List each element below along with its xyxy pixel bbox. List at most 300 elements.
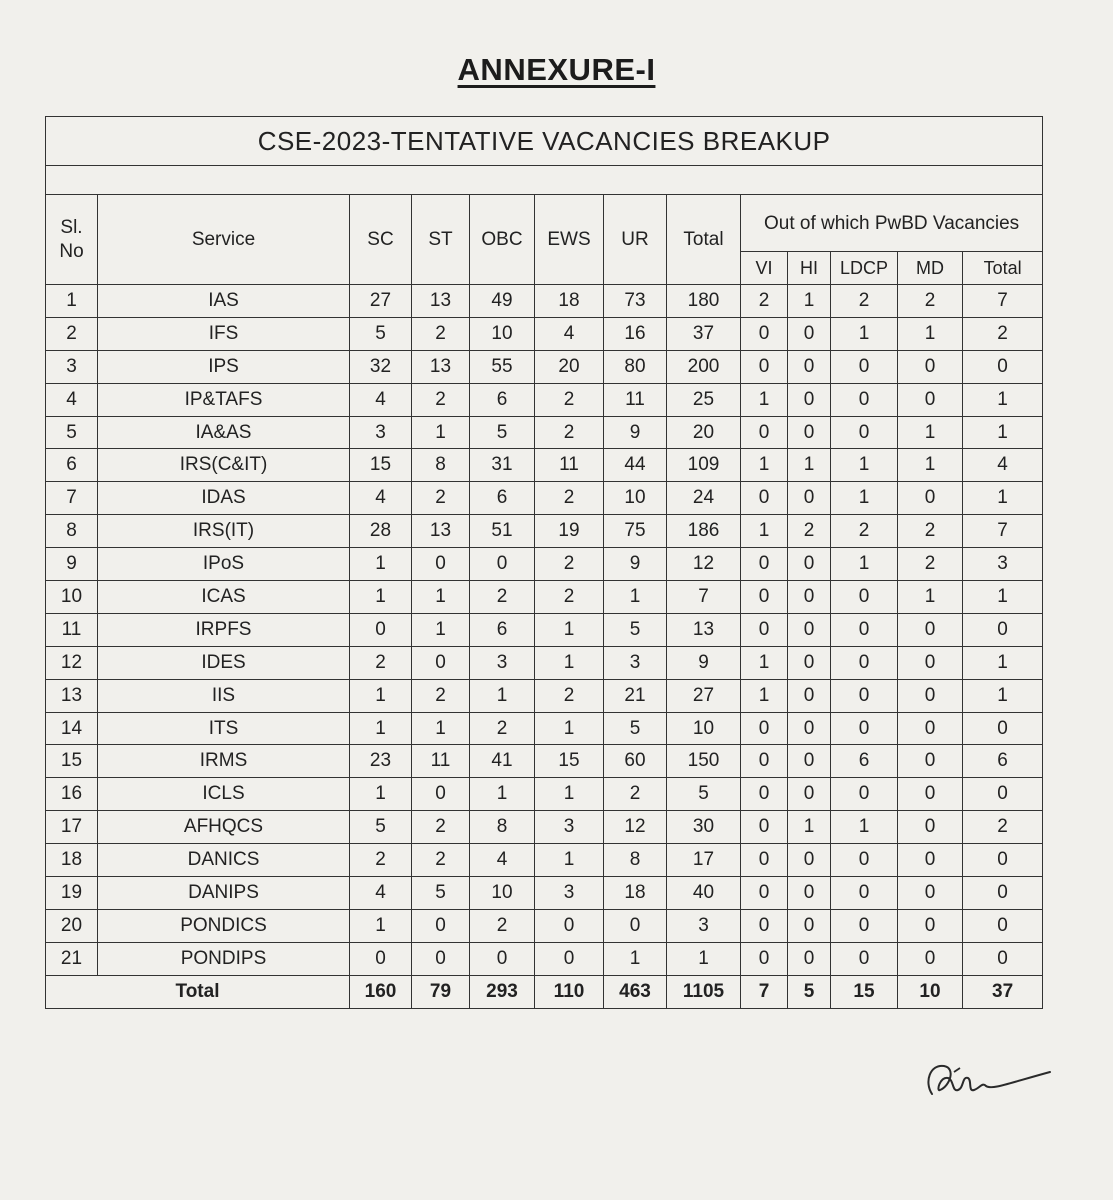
table-row: [46, 449, 1043, 482]
cell-hi: 0: [788, 745, 831, 778]
cell-obc: 0: [470, 548, 535, 581]
cell-st: 2: [412, 811, 470, 844]
cell-sc: 5: [350, 317, 412, 350]
cell-hi: 0: [788, 350, 831, 383]
total-ews: 110: [535, 975, 604, 1008]
cell-st: 2: [412, 679, 470, 712]
total-ldcp: 15: [831, 975, 898, 1008]
cell-ews: 2: [535, 548, 604, 581]
table-row: [46, 844, 1043, 877]
table-row: [46, 877, 1043, 910]
header-pwbd-total: Total: [963, 252, 1043, 285]
cell-st: 13: [412, 515, 470, 548]
cell-service: IIS: [98, 679, 350, 712]
cell-pwbd-total: 0: [963, 909, 1043, 942]
cell-total: 186: [667, 515, 741, 548]
cell-ur: 60: [604, 745, 667, 778]
cell-ur: 16: [604, 317, 667, 350]
cell-obc: 4: [470, 844, 535, 877]
cell-service: IDAS: [98, 482, 350, 515]
cell-ur: 3: [604, 646, 667, 679]
cell-service: IP&TAFS: [98, 383, 350, 416]
table-row: [46, 350, 1043, 383]
cell-ews: 0: [535, 942, 604, 975]
cell-service: ITS: [98, 712, 350, 745]
cell-hi: 0: [788, 317, 831, 350]
cell-ldcp: 2: [831, 515, 898, 548]
cell-total: 17: [667, 844, 741, 877]
cell-pwbd-total: 0: [963, 778, 1043, 811]
cell-vi: 0: [741, 909, 788, 942]
cell-pwbd-total: 0: [963, 844, 1043, 877]
total-row: [46, 975, 1043, 1008]
table-row: [46, 942, 1043, 975]
cell-pwbd-total: 7: [963, 285, 1043, 318]
table-row: [46, 811, 1043, 844]
header-md: MD: [898, 252, 963, 285]
cell-st: 2: [412, 844, 470, 877]
cell-sl-no: 21: [46, 942, 98, 975]
annexure-title: ANNEXURE-I: [457, 52, 656, 87]
cell-vi: 0: [741, 778, 788, 811]
cell-obc: 2: [470, 581, 535, 614]
cell-sc: 2: [350, 844, 412, 877]
cell-total: 109: [667, 449, 741, 482]
cell-hi: 0: [788, 844, 831, 877]
cell-ur: 2: [604, 778, 667, 811]
table-row: [46, 646, 1043, 679]
table-row: [46, 909, 1043, 942]
cell-service: IRPFS: [98, 613, 350, 646]
annexure-heading: [0, 52, 1113, 88]
table-row: [46, 581, 1043, 614]
cell-hi: 0: [788, 416, 831, 449]
cell-ldcp: 2: [831, 285, 898, 318]
cell-total: 40: [667, 877, 741, 910]
cell-ews: 1: [535, 844, 604, 877]
cell-service: IRS(IT): [98, 515, 350, 548]
cell-vi: 0: [741, 416, 788, 449]
cell-sl-no: 18: [46, 844, 98, 877]
cell-md: 0: [898, 745, 963, 778]
cell-vi: 0: [741, 942, 788, 975]
cell-ur: 1: [604, 942, 667, 975]
cell-ldcp: 0: [831, 877, 898, 910]
cell-sl-no: 9: [46, 548, 98, 581]
cell-obc: 2: [470, 909, 535, 942]
cell-sl-no: 4: [46, 383, 98, 416]
cell-md: 1: [898, 581, 963, 614]
cell-total: 25: [667, 383, 741, 416]
cell-vi: 0: [741, 811, 788, 844]
cell-sl-no: 3: [46, 350, 98, 383]
vacancies-table: [45, 116, 1043, 1009]
cell-total: 10: [667, 712, 741, 745]
cell-hi: 0: [788, 778, 831, 811]
cell-pwbd-total: 6: [963, 745, 1043, 778]
cell-vi: 0: [741, 745, 788, 778]
cell-ews: 20: [535, 350, 604, 383]
cell-ur: 8: [604, 844, 667, 877]
cell-obc: 2: [470, 712, 535, 745]
cell-ldcp: 1: [831, 811, 898, 844]
cell-ldcp: 0: [831, 942, 898, 975]
cell-obc: 41: [470, 745, 535, 778]
cell-pwbd-total: 0: [963, 877, 1043, 910]
cell-vi: 1: [741, 646, 788, 679]
cell-service: IPoS: [98, 548, 350, 581]
header-hi: HI: [788, 252, 831, 285]
cell-ews: 3: [535, 811, 604, 844]
cell-ews: 1: [535, 712, 604, 745]
cell-total: 30: [667, 811, 741, 844]
cell-ldcp: 1: [831, 548, 898, 581]
cell-md: 0: [898, 383, 963, 416]
cell-pwbd-total: 0: [963, 613, 1043, 646]
cell-service: IAS: [98, 285, 350, 318]
cell-ur: 21: [604, 679, 667, 712]
cell-sl-no: 13: [46, 679, 98, 712]
cell-ews: 0: [535, 909, 604, 942]
cell-md: 1: [898, 317, 963, 350]
cell-service: IRMS: [98, 745, 350, 778]
cell-pwbd-total: 2: [963, 811, 1043, 844]
cell-md: 0: [898, 778, 963, 811]
cell-sc: 1: [350, 712, 412, 745]
cell-ur: 1: [604, 581, 667, 614]
cell-total: 3: [667, 909, 741, 942]
cell-sl-no: 7: [46, 482, 98, 515]
cell-obc: 10: [470, 317, 535, 350]
cell-total: 24: [667, 482, 741, 515]
cell-st: 8: [412, 449, 470, 482]
cell-ews: 1: [535, 613, 604, 646]
cell-sc: 28: [350, 515, 412, 548]
cell-st: 5: [412, 877, 470, 910]
cell-service: IRS(C&IT): [98, 449, 350, 482]
cell-sc: 32: [350, 350, 412, 383]
cell-ews: 2: [535, 416, 604, 449]
cell-st: 2: [412, 482, 470, 515]
cell-vi: 0: [741, 350, 788, 383]
cell-ur: 75: [604, 515, 667, 548]
table-row: [46, 613, 1043, 646]
table-row: [46, 712, 1043, 745]
cell-total: 180: [667, 285, 741, 318]
cell-ews: 19: [535, 515, 604, 548]
cell-vi: 0: [741, 712, 788, 745]
cell-ur: 10: [604, 482, 667, 515]
cell-sc: 1: [350, 778, 412, 811]
cell-total: 27: [667, 679, 741, 712]
cell-ldcp: 0: [831, 679, 898, 712]
table-row: [46, 679, 1043, 712]
cell-ur: 18: [604, 877, 667, 910]
table-row: [46, 548, 1043, 581]
cell-ldcp: 0: [831, 844, 898, 877]
cell-sc: 4: [350, 383, 412, 416]
cell-obc: 1: [470, 679, 535, 712]
cell-obc: 49: [470, 285, 535, 318]
cell-pwbd-total: 0: [963, 712, 1043, 745]
table-row: [46, 515, 1043, 548]
cell-total: 150: [667, 745, 741, 778]
cell-obc: 31: [470, 449, 535, 482]
total-label: Total: [46, 975, 350, 1008]
blank-spacer-row: [46, 166, 1043, 195]
cell-ews: 2: [535, 383, 604, 416]
cell-hi: 0: [788, 679, 831, 712]
cell-ur: 0: [604, 909, 667, 942]
cell-sl-no: 1: [46, 285, 98, 318]
cell-sl-no: 8: [46, 515, 98, 548]
cell-sc: 2: [350, 646, 412, 679]
cell-obc: 6: [470, 383, 535, 416]
cell-pwbd-total: 4: [963, 449, 1043, 482]
cell-ur: 9: [604, 548, 667, 581]
cell-ldcp: 0: [831, 646, 898, 679]
cell-obc: 55: [470, 350, 535, 383]
cell-ur: 5: [604, 712, 667, 745]
header-ldcp: LDCP: [831, 252, 898, 285]
cell-obc: 51: [470, 515, 535, 548]
cell-ur: 12: [604, 811, 667, 844]
cell-hi: 1: [788, 285, 831, 318]
table-row: [46, 317, 1043, 350]
cell-md: 0: [898, 877, 963, 910]
cell-ur: 9: [604, 416, 667, 449]
cell-st: 0: [412, 548, 470, 581]
header-sl-no: Sl. No: [46, 195, 98, 285]
cell-md: 0: [898, 844, 963, 877]
header-pwbd-group: Out of which PwBD Vacancies: [741, 195, 1043, 252]
cell-sl-no: 19: [46, 877, 98, 910]
header-sc: SC: [350, 195, 412, 285]
cell-sl-no: 14: [46, 712, 98, 745]
cell-ews: 11: [535, 449, 604, 482]
cell-sc: 4: [350, 877, 412, 910]
cell-hi: 0: [788, 383, 831, 416]
cell-pwbd-total: 1: [963, 646, 1043, 679]
cell-sc: 5: [350, 811, 412, 844]
cell-total: 1: [667, 942, 741, 975]
signature-icon: [910, 1052, 1070, 1112]
cell-ur: 44: [604, 449, 667, 482]
cell-sc: 1: [350, 581, 412, 614]
cell-ur: 73: [604, 285, 667, 318]
table-row: [46, 745, 1043, 778]
cell-vi: 0: [741, 482, 788, 515]
table-title: CSE-2023-TENTATIVE VACANCIES BREAKUP: [46, 117, 1043, 166]
header-ur: UR: [604, 195, 667, 285]
cell-sc: 0: [350, 613, 412, 646]
cell-service: IFS: [98, 317, 350, 350]
cell-sl-no: 5: [46, 416, 98, 449]
cell-ldcp: 1: [831, 317, 898, 350]
cell-obc: 6: [470, 613, 535, 646]
cell-st: 1: [412, 581, 470, 614]
header-service: Service: [98, 195, 350, 285]
cell-vi: 0: [741, 844, 788, 877]
cell-ldcp: 1: [831, 449, 898, 482]
header-obc: OBC: [470, 195, 535, 285]
cell-md: 0: [898, 482, 963, 515]
cell-hi: 0: [788, 909, 831, 942]
cell-total: 20: [667, 416, 741, 449]
cell-st: 0: [412, 942, 470, 975]
cell-md: 1: [898, 449, 963, 482]
cell-ldcp: 0: [831, 383, 898, 416]
cell-md: 0: [898, 712, 963, 745]
cell-hi: 0: [788, 482, 831, 515]
table-row: [46, 416, 1043, 449]
cell-sl-no: 17: [46, 811, 98, 844]
cell-ldcp: 0: [831, 909, 898, 942]
cell-obc: 3: [470, 646, 535, 679]
table-row: [46, 285, 1043, 318]
cell-pwbd-total: 1: [963, 383, 1043, 416]
cell-vi: 0: [741, 548, 788, 581]
cell-pwbd-total: 1: [963, 679, 1043, 712]
cell-st: 0: [412, 909, 470, 942]
cell-hi: 0: [788, 712, 831, 745]
cell-sc: 23: [350, 745, 412, 778]
cell-md: 2: [898, 548, 963, 581]
cell-ldcp: 0: [831, 613, 898, 646]
cell-st: 13: [412, 285, 470, 318]
cell-sl-no: 15: [46, 745, 98, 778]
cell-service: DANIPS: [98, 877, 350, 910]
total-ur: 463: [604, 975, 667, 1008]
cell-obc: 1: [470, 778, 535, 811]
cell-st: 2: [412, 317, 470, 350]
total-pwbd-total: 37: [963, 975, 1043, 1008]
cell-sc: 4: [350, 482, 412, 515]
cell-vi: 0: [741, 581, 788, 614]
cell-ews: 2: [535, 482, 604, 515]
cell-ews: 2: [535, 581, 604, 614]
cell-st: 0: [412, 646, 470, 679]
cell-ldcp: 6: [831, 745, 898, 778]
cell-pwbd-total: 0: [963, 942, 1043, 975]
cell-sc: 1: [350, 909, 412, 942]
cell-md: 0: [898, 942, 963, 975]
cell-ews: 15: [535, 745, 604, 778]
cell-sl-no: 20: [46, 909, 98, 942]
cell-md: 0: [898, 646, 963, 679]
total-hi: 5: [788, 975, 831, 1008]
cell-vi: 1: [741, 383, 788, 416]
cell-total: 12: [667, 548, 741, 581]
cell-pwbd-total: 0: [963, 350, 1043, 383]
cell-st: 0: [412, 778, 470, 811]
cell-md: 0: [898, 909, 963, 942]
cell-hi: 0: [788, 613, 831, 646]
cell-service: IA&AS: [98, 416, 350, 449]
total-vi: 7: [741, 975, 788, 1008]
cell-service: IDES: [98, 646, 350, 679]
cell-md: 2: [898, 285, 963, 318]
cell-vi: 0: [741, 877, 788, 910]
cell-pwbd-total: 1: [963, 482, 1043, 515]
cell-md: 2: [898, 515, 963, 548]
cell-ews: 1: [535, 646, 604, 679]
total-total: 1105: [667, 975, 741, 1008]
cell-ews: 3: [535, 877, 604, 910]
cell-service: PONDICS: [98, 909, 350, 942]
cell-service: AFHQCS: [98, 811, 350, 844]
cell-st: 1: [412, 613, 470, 646]
cell-service: ICLS: [98, 778, 350, 811]
cell-hi: 2: [788, 515, 831, 548]
cell-md: 0: [898, 350, 963, 383]
cell-sl-no: 10: [46, 581, 98, 614]
cell-hi: 0: [788, 942, 831, 975]
cell-sl-no: 11: [46, 613, 98, 646]
cell-service: DANICS: [98, 844, 350, 877]
cell-sc: 1: [350, 548, 412, 581]
cell-vi: 0: [741, 613, 788, 646]
cell-st: 1: [412, 712, 470, 745]
cell-ldcp: 0: [831, 416, 898, 449]
cell-pwbd-total: 3: [963, 548, 1043, 581]
cell-total: 5: [667, 778, 741, 811]
cell-total: 13: [667, 613, 741, 646]
cell-sc: 3: [350, 416, 412, 449]
cell-hi: 0: [788, 877, 831, 910]
cell-md: 0: [898, 613, 963, 646]
cell-sl-no: 16: [46, 778, 98, 811]
cell-service: PONDIPS: [98, 942, 350, 975]
cell-ur: 11: [604, 383, 667, 416]
cell-pwbd-total: 7: [963, 515, 1043, 548]
cell-vi: 1: [741, 679, 788, 712]
cell-pwbd-total: 1: [963, 416, 1043, 449]
cell-md: 0: [898, 679, 963, 712]
header-vi: VI: [741, 252, 788, 285]
total-obc: 293: [470, 975, 535, 1008]
table-row: [46, 482, 1043, 515]
cell-ews: 2: [535, 679, 604, 712]
cell-md: 0: [898, 811, 963, 844]
cell-service: IPS: [98, 350, 350, 383]
cell-sc: 15: [350, 449, 412, 482]
cell-hi: 1: [788, 811, 831, 844]
cell-sc: 0: [350, 942, 412, 975]
header-total: Total: [667, 195, 741, 285]
cell-ldcp: 0: [831, 778, 898, 811]
cell-total: 7: [667, 581, 741, 614]
cell-hi: 1: [788, 449, 831, 482]
cell-hi: 0: [788, 646, 831, 679]
cell-sl-no: 12: [46, 646, 98, 679]
table-body: [46, 285, 1043, 976]
cell-ldcp: 0: [831, 350, 898, 383]
cell-obc: 6: [470, 482, 535, 515]
cell-hi: 0: [788, 548, 831, 581]
total-st: 79: [412, 975, 470, 1008]
cell-ldcp: 0: [831, 581, 898, 614]
total-md: 10: [898, 975, 963, 1008]
cell-obc: 10: [470, 877, 535, 910]
cell-ews: 1: [535, 778, 604, 811]
cell-vi: 1: [741, 449, 788, 482]
cell-vi: 1: [741, 515, 788, 548]
cell-hi: 0: [788, 581, 831, 614]
header-ews: EWS: [535, 195, 604, 285]
cell-pwbd-total: 2: [963, 317, 1043, 350]
cell-ldcp: 0: [831, 712, 898, 745]
